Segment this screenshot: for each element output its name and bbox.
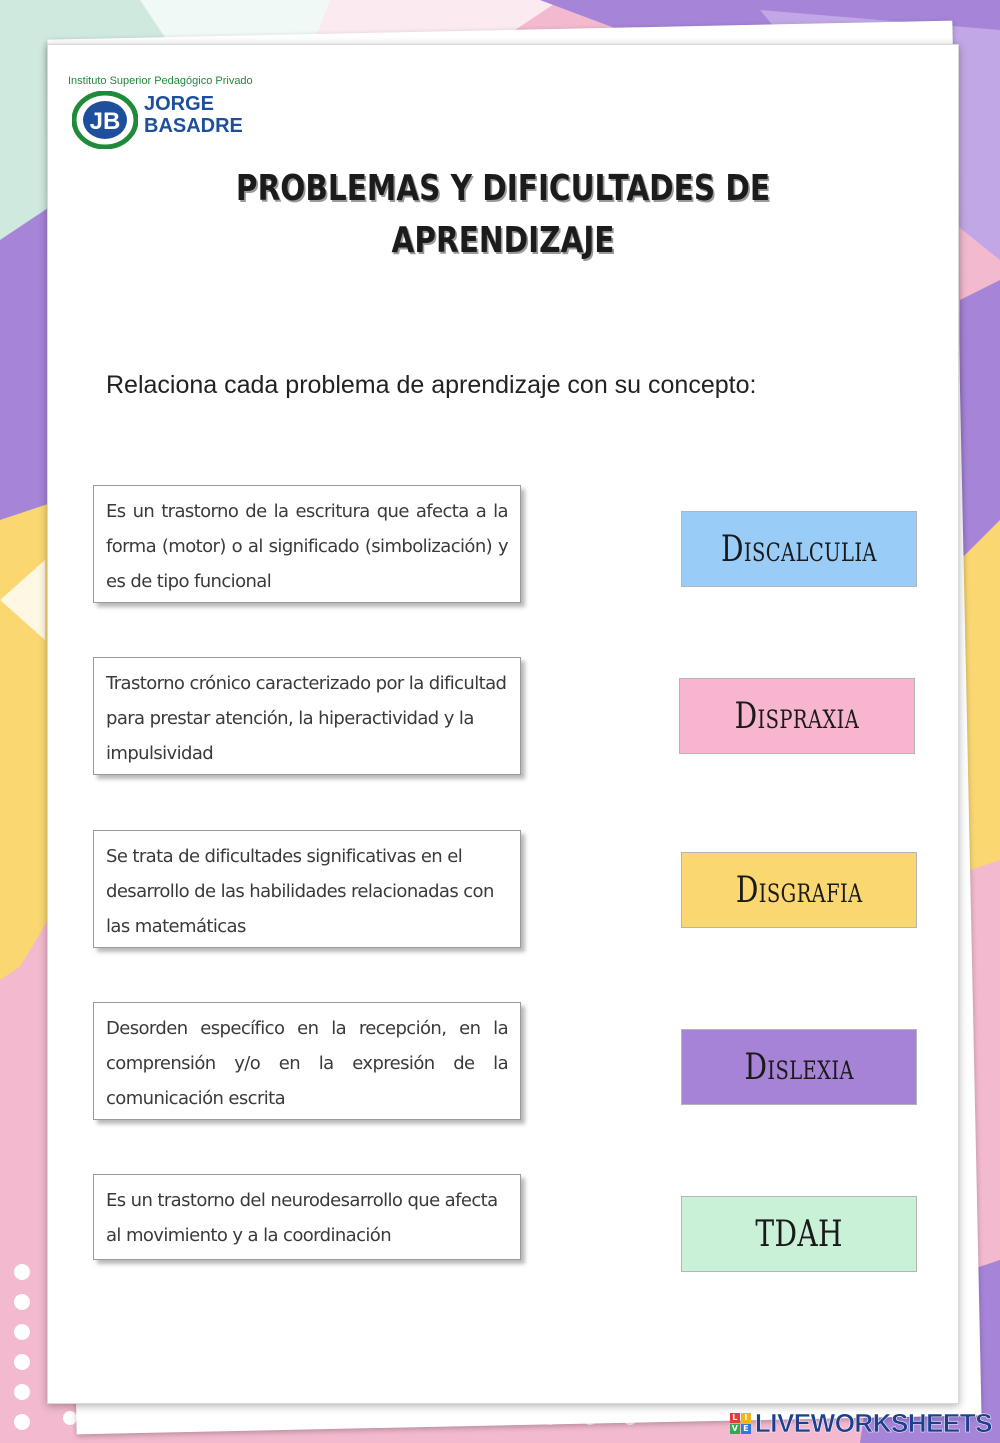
liveworksheets-text: LIVEWORKSHEETS (754, 1407, 992, 1438)
badge-letter-v: V (731, 1423, 738, 1433)
term-card-5[interactable] (681, 1196, 917, 1272)
page-title (212, 163, 794, 267)
worksheet-page (47, 44, 959, 1404)
title-line2: APRENDIZAJE (391, 220, 615, 261)
term-card-4[interactable] (681, 1029, 917, 1105)
term-label-4: Dislexia (744, 1046, 854, 1088)
definition-box-4[interactable]: Desorden específico en la recepción, en la comprensión y/o en la expresión de la comunicación escrita (93, 1002, 521, 1120)
term-label-1: Discalculia (721, 528, 877, 570)
title-line1: PROBLEMAS Y DIFICULTADES DE (235, 168, 771, 209)
definition-box-2[interactable]: Trastorno crónico caracterizado por la dificultad para prestar atención, la hiperactividad y la impulsividad (93, 657, 521, 775)
badge-letter-i: I (741, 1413, 751, 1423)
instruction-text: Relaciona cada problema de aprendizaje con su concepto: (106, 371, 757, 399)
logo-name-line2: BASADRE (144, 115, 243, 137)
term-card-3[interactable] (681, 852, 917, 928)
logo-caption: Instituto Superior Pedagógico Privado (68, 75, 253, 87)
liveworksheets-brand[interactable] (730, 1407, 992, 1439)
logo-monogram: JB (89, 108, 121, 135)
term-label-2: Dispraxia (734, 695, 860, 737)
badge-letter-e: E (741, 1424, 751, 1434)
term-card-2[interactable] (679, 678, 915, 754)
institute-logo (68, 75, 298, 165)
term-label-3: Disgrafia (735, 869, 863, 911)
definition-box-3[interactable]: Se trata de dificultades significativas en el desarrollo de las habilidades relacionadas con las matemáticas (93, 830, 521, 948)
definition-box-5[interactable]: Es un trastorno del neurodesarrollo que afecta al movimiento y a la coordinación (93, 1174, 521, 1260)
jb-logo-icon (72, 91, 138, 149)
logo-name-line1: JORGE (144, 93, 215, 115)
term-label-5: TDAH (755, 1213, 843, 1255)
term-card-1[interactable] (681, 511, 917, 587)
definition-box-1[interactable]: Es un trastorno de la escritura que afecta a la forma (motor) o al significado (simbolización) y es de tipo funcional (93, 485, 521, 603)
logo-name (144, 93, 243, 137)
badge-letter-l: L (730, 1413, 740, 1423)
liveworksheets-badge-icon (730, 1413, 751, 1434)
